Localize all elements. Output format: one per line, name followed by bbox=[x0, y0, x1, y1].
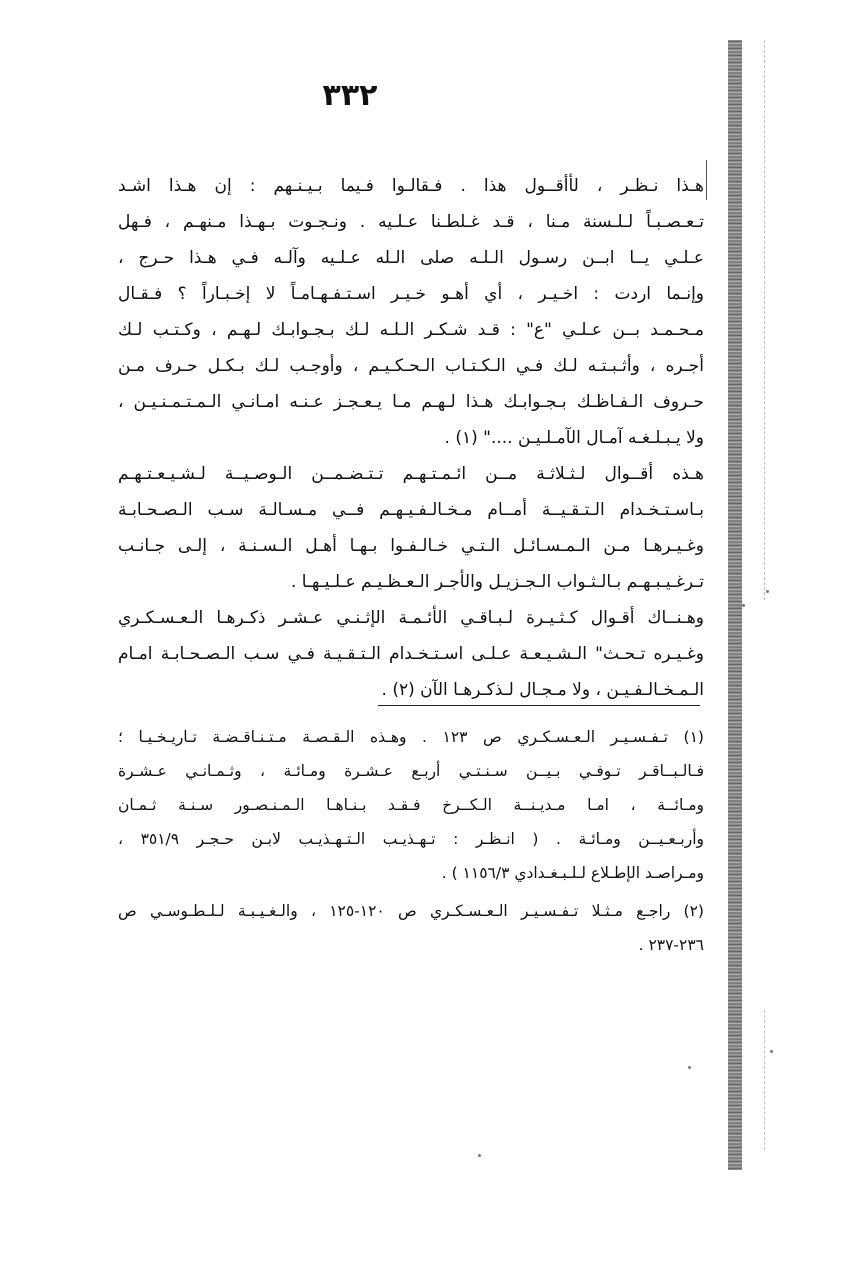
footnotes bbox=[118, 720, 704, 962]
footnote-line: ٢٣٦-٢٣٧ . bbox=[638, 936, 704, 954]
scan-faint-line bbox=[764, 40, 766, 600]
body-line: حـروف الـفـاظـك بـجـوابـك هـذا لـهـم مـا يـعـجـز عـنـه امـانـي الـمـتـمـنـيـن ، bbox=[118, 392, 704, 412]
scan-speck bbox=[688, 1066, 691, 1069]
footnote-line: ومـائــة ، امـا مـديـنــة الـكــرخ فـقـد بـنـاهـا الـمـنـصـور سـنـة ثـمـان bbox=[118, 796, 704, 814]
scan-binding-edge bbox=[728, 40, 742, 1170]
body-line: ولا يـبـلـغـه آمـال الآمـلـيـن ...." (١) . bbox=[444, 428, 704, 448]
body-line: وغـيـرهـا مـن الـمـسـائـل الـتـي خـالـفـوا بـهـا أهـل الـسـنـة ، إلـى جـانـب bbox=[118, 536, 704, 556]
body-line: وغـيـره تـحـث" الـشـيـعـة عـلـى اسـتـخـدام الـتـقـيـة فـي سـب الـصـحـابـة امـام bbox=[118, 644, 704, 664]
body-line: وإنـما اردت : اخـيـر ، أي أهـو خـيـر اسـتـفـهـامـاً لا إخـبـاراً ؟ فـقـال bbox=[118, 284, 704, 304]
footnote-line: وأربـعـيــن ومـائـة . ( انـظـر : تـهـذيـب الـتـهـذيـب لابـن حـجـر ٣٥١/٩ ، bbox=[118, 830, 704, 848]
scan-speck bbox=[742, 604, 745, 607]
scan-faint-line-lower bbox=[764, 1010, 766, 1150]
body-line: الـمـخـالـفـيـن ، ولا مـجـال لـذكـرهـا الآن (٢) . bbox=[381, 680, 704, 700]
body-line: عـلـي يــا ابــن رسـول الـلـه صلى الـله عـلـيه وآلـه فـي هـذا حـرج ، bbox=[118, 248, 704, 268]
scan-speck bbox=[478, 1154, 481, 1157]
body-text bbox=[118, 168, 704, 708]
scan-speck bbox=[770, 1050, 773, 1053]
scan-speck bbox=[766, 590, 769, 593]
body-line: أجـره ، وأثـبـتـه لـك فـي الـكـتـاب الـحـكـيـم ، وأوجـب لـك بـكـل حـرف مـن bbox=[118, 356, 704, 376]
body-line: بـاسـتـخـدام الـتـقـيــة أمــام مـخـالـفـيـهـم فــي مـسـالـة سـب الـصـحـابـة bbox=[118, 500, 704, 520]
body-line: مـحـمـد بــن عـلـي "ع" : قـد شـكـر الـلـه لـك بـجـوابـك لـهـم ، وكـتـب لـك bbox=[118, 320, 704, 340]
footnote-line: (١) تـفـسـيـر الـعـسـكـري ص ١٢٣ . وهـذه الـقـصـة مـتـنـاقـضـة تـاريـخـيـا ؛ bbox=[118, 728, 704, 746]
body-line: هـذه أقــوال لـثـلاثـة مــن ائـمـتـهـم تـتـضـمــن الـوصـيــة لـشـيـعـتـهـم bbox=[118, 464, 704, 484]
footnote-separator bbox=[378, 705, 700, 706]
footnote-line: فـالـبــاقـر تـوفـي بـيــن سـنـتـي أربـع عـشـرة ومـائـة ، وثـمـانـي عـشـرة bbox=[118, 762, 704, 780]
margin-mark bbox=[706, 160, 707, 200]
footnote-line: ومـراصـد الإطـلاع لـلـبـغـدادي ١١٥٦/٣ ) . bbox=[441, 864, 704, 882]
body-line: تـرغـيـبـهـم بـالـثـواب الـجـزيـل والأجـر الـعـظـيـم عـلـيـهـا . bbox=[290, 572, 704, 592]
footnote-line: (٢) راجـع مـثـلا تـفـسـيـر الـعـسـكـري ص ١٢٠-١٢٥ ، والـغـيـبـة لـلـطـوسـي ص bbox=[118, 902, 704, 920]
body-line: هـذا نـظـر ، لأأقــول هذا . فـقالـوا فـيما بـيـنـهم : إن هـذا اشـد bbox=[118, 176, 704, 196]
body-line: وهـنــاك أقـوال كـثـيـرة لـبـاقـي الأئـمـة الإثـنـي عـشـر ذكـرهـا الـعـسـكـري bbox=[118, 608, 704, 628]
body-line: تـعـصـبـاً لـلـسنة مـنا ، قـد غـلطـنا عـلـيه . ونـجـوت بـهـذا مـنهـم ، فـهل bbox=[118, 212, 704, 232]
page-number: ٣٣٢ bbox=[322, 78, 378, 113]
